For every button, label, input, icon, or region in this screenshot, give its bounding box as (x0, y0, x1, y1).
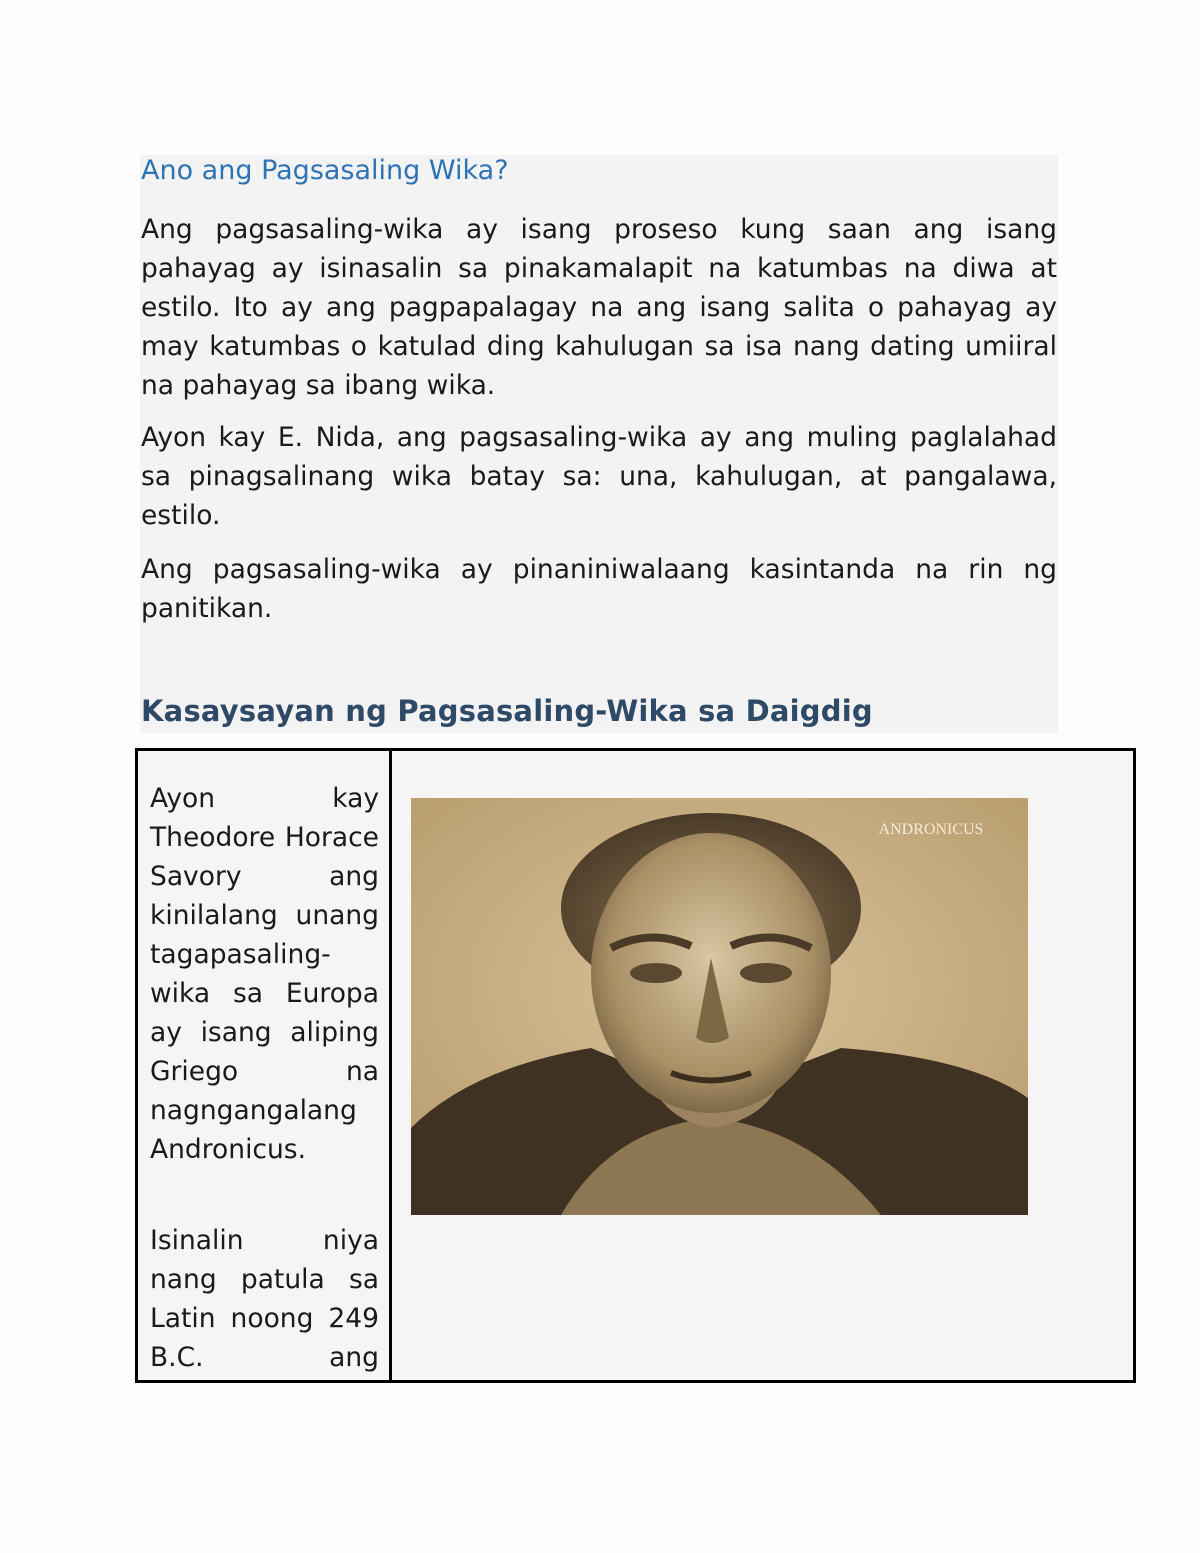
content-table (135, 748, 1136, 1383)
table-cell-paragraph-isinalin: Isinalin niya nang patula sa Latin noong 249 B.C. ang (150, 1225, 379, 1373)
portrait-svg (411, 798, 1028, 1215)
table-column-divider (389, 751, 392, 1380)
paragraph-definition: Ang pagsasaling-wika ay isang proseso kung saan ang isang pahayag ay isinasalin sa pinakamalapit na katumbas na diwa at estilo. Ito ay ang pagpapalagay na ang isang salita o pahayag ay may katumbas o katulad ding kahulugan sa isa nang dating umiiral na pahayag sa ibang wika. (141, 214, 1057, 401)
right-eye (740, 963, 792, 983)
table-cell-paragraph-savory: Ayon kay Theodore Horace Savory ang kinilalang unang tagapasaling-wika sa Europa ay isang aliping Griego na nagngangalang Andronicus. (150, 783, 379, 1165)
left-eye (630, 963, 682, 983)
section-heading-kasaysayan: Kasaysayan ng Pagsasaling-Wika sa Daigdig (141, 694, 873, 728)
andronicus-portrait-image (411, 798, 1028, 1215)
paragraph-kasintanda: Ang pagsasaling-wika ay pinaniniwalaang kasintanda na rin ng panitikan. (141, 554, 1057, 624)
section-heading-pagsasaling-wika: Ano ang Pagsasaling Wika? (141, 155, 509, 186)
portrait-caption: ANDRONICUS (878, 821, 984, 838)
paragraph-nida: Ayon kay E. Nida, ang pagsasaling-wika ay ang muling paglalahad sa pinagsalinang wika batay sa: una, kahulugan, at pangalawa, estilo. (141, 422, 1057, 531)
